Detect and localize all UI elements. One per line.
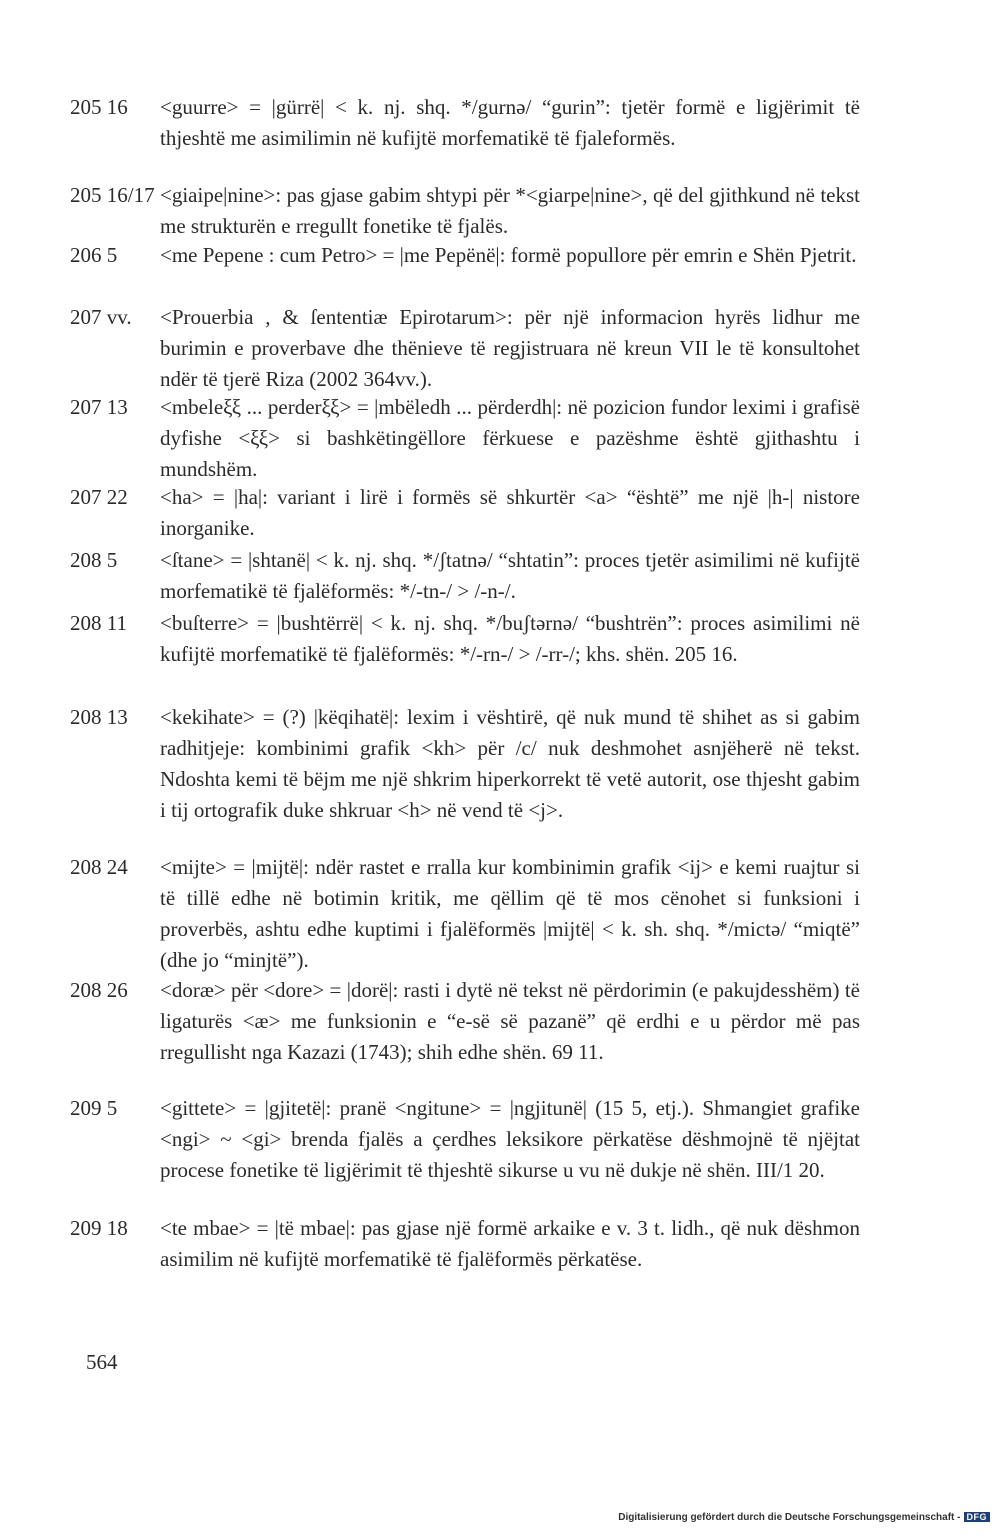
- note-text: <ſtane> = |shtanë| < k. nj. shq. */ʃtatnə/ “shtatin”: proces tjetër asimilimi në kufijtë morfematikë të fjalëformës: */-tn-/ > /-n-/.: [160, 548, 860, 603]
- note-entry: [70, 975, 860, 1068]
- note-reference: 208 24: [70, 855, 128, 879]
- footer-text: Digitalisierung gefördert durch die Deutsche Forschungsgemeinschaft -: [618, 1512, 961, 1523]
- note-reference: 206 5: [70, 243, 118, 267]
- note-text: <kekihate> = (?) |këqihatë|: lexim i vështirë, që nuk mund të shihet as si gabim radhitjeje: kombinimi grafik <kh> për /c/ nuk deshmohet asnjëherë në tekst. Ndoshta kemi të bëjm me një shkrim hiperkorrekt të vetë autorit, ose thjesht gabim i tij ortografik duke shkruar <h> në vend të <j>.: [160, 705, 860, 822]
- note-text: <giaipe|nine>: pas gjase gabim shtypi për *<giarpe|nine>, që del gjithkund në tekst me strukturën e rregullt fonetike të fjalës.: [160, 183, 860, 238]
- note-reference: 208 5: [70, 548, 118, 572]
- note-entry: [70, 180, 860, 242]
- note-text: <mbeleξξ ... perderξξ> = |mbëledh ... përderdh|: në pozicion fundor leximi i grafisë dyfishe <ξξ> si bashkëtingëllore fërkuese e pazëshme është gjithashtu i mundshëm.: [160, 395, 860, 481]
- note-reference: 207 22: [70, 485, 128, 509]
- note-entry: [70, 702, 860, 826]
- note-text: <mijte> = |mijtë|: ndër rastet e rralla kur kombinimin grafik <ij> e kemi ruajtur si të tillë edhe në botimin kritik, me qëllim që të mos cënohet si funksioni i proverbës, ashtu edhe kuptimi i fjalëformës |mijtë| < k. sh. shq. */mictə/ “miqtë” (dhe jo “minjtë”).: [160, 855, 860, 972]
- note-entry: [70, 852, 860, 976]
- dfg-logo: DFG: [964, 1512, 991, 1522]
- note-reference: 208 11: [70, 611, 127, 635]
- note-entry: [70, 545, 860, 607]
- digitization-footer: [618, 1512, 990, 1523]
- note-text: <guurre> = |gürrë| < k. nj. shq. */gurnə/ “gurin”: tjetër formë e ligjërimit të thjeshtë me asimilimin në kufijtë morfematikë të fjaleformës.: [160, 95, 860, 150]
- note-reference: 208 26: [70, 978, 128, 1002]
- note-text: <Prouerbia , & ſententiæ Epirotarum>: për një informacion hyrës lidhur me burimin e proverbave dhe thënieve të regjistruara në kreun VII le të konsultohet ndër të tjerë Riza (2002 364vv.).: [160, 305, 860, 391]
- note-text: <ha> = |ha|: variant i lirë i formës së shkurtër <a> “është” me një |h-| nistore inorganike.: [160, 485, 860, 540]
- note-text: <me Pepene : cum Petro> = |me Pepënë|: formë popullore për emrin e Shën Pjetrit.: [160, 243, 857, 267]
- note-text: <buſterre> = |bushtërrë| < k. nj. shq. */buʃtərnə/ “bushtrën”: proces asimilimi në kufijtë morfematikë të fjalëformës: */-rn-/ > /-rr-/; khs. shën. 205 16.: [160, 611, 860, 666]
- note-text: <doræ> për <dore> = |dorë|: rasti i dytë në tekst në përdorimin (e pakujdesshëm) të ligaturës <æ> me funksionin e “e-së së pazanë” që erdhi e u përdor më pas rregullisht nga Kazazi (1743); shih edhe shën. 69 11.: [160, 978, 860, 1064]
- note-reference: 207 13: [70, 395, 128, 419]
- page-number: 564: [86, 1350, 118, 1374]
- note-reference: 209 18: [70, 1216, 128, 1240]
- note-reference: 208 13: [70, 705, 128, 729]
- note-entry: [70, 92, 860, 154]
- note-reference: 205 16/17: [70, 183, 155, 207]
- note-entry: [70, 482, 860, 544]
- note-reference: 205 16: [70, 95, 128, 119]
- note-text: <gittete> = |gjitetë|: pranë <ngitune> = |ngjitunë| (15 5, etj.). Shmangiet grafike <ngi> ~ <gi> brenda fjalës a çerdhes leksikore përkatëse dëshmojnë të njëjtat procese fonetike të ligjërimit të thjeshtë sikurse u vu në dukje në shën. III/1 20.: [160, 1096, 860, 1182]
- note-reference: 207 vv.: [70, 305, 132, 329]
- note-entry: [70, 240, 860, 271]
- note-reference: 209 5: [70, 1096, 118, 1120]
- note-text: <te mbae> = |të mbae|: pas gjase një formë arkaike e v. 3 t. lidh., që nuk dëshmon asimilim në kufijtë morfematikë të fjalëformës përkatëse.: [160, 1216, 860, 1271]
- note-entry: [70, 392, 860, 485]
- note-entry: [70, 302, 860, 395]
- note-entry: [70, 608, 860, 670]
- note-entry: [70, 1213, 860, 1275]
- note-entry: [70, 1093, 860, 1186]
